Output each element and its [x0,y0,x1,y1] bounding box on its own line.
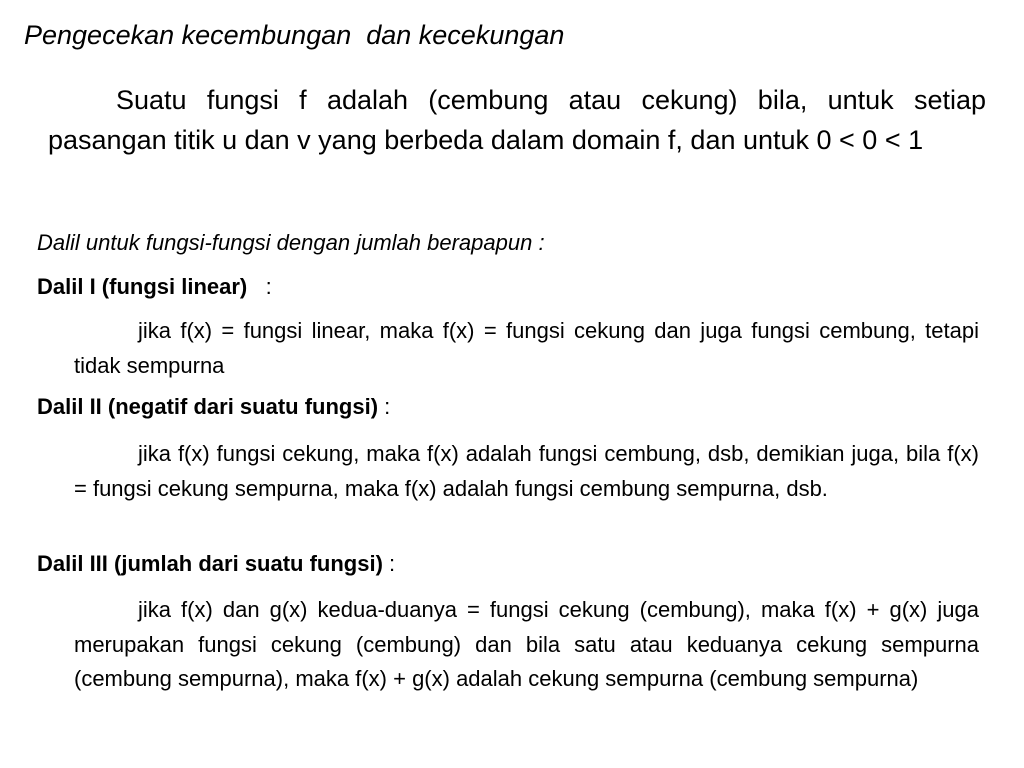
theorem-3-body: jika f(x) dan g(x) kedua-duanya = fungsi cekung (cembung), maka f(x) + g(x) juga merupakan fungsi cekung (cembung) dan bila satu atau keduanya cekung sempurna (cembung sempurna), maka f(x) + g(x) adalah cekung sempurna (cembung sempurna) [74,597,979,691]
theorem-3-heading [37,551,395,577]
intro-paragraph: Suatu fungsi f adalah (cembung atau cekung) bila, untuk setiap pasangan titik u dan v yang berbeda dalam domain f, dan untuk 0 < 0 < 1 [48,85,986,155]
theorem-1-colon: : [247,274,272,299]
theorem-1-heading [37,274,272,300]
slide-title: Pengecekan kecembungan dan kecekungan [24,20,565,50]
theorem-1-name: Dalil I (fungsi linear) [37,274,248,299]
theorem-3-name: Dalil III (jumlah dari suatu fungsi) [37,551,383,576]
theorem-1-body: jika f(x) = fungsi linear, maka f(x) = fungsi cekung dan juga fungsi cembung, tetapi tidak sempurna [74,318,979,378]
theorem-2-heading [37,394,390,420]
theorems-subtitle: Dalil untuk fungsi-fungsi dengan jumlah berapapun : [37,230,545,255]
theorem-2-colon: : [378,394,391,419]
theorem-2-name: Dalil II (negatif dari suatu fungsi) [37,394,379,419]
theorem-2-body: jika f(x) fungsi cekung, maka f(x) adalah fungsi cembung, dsb, demikian juga, bila f(x) = fungsi cekung sempurna, maka f(x) adalah fungsi cembung sempurna, dsb. [74,441,979,501]
theorem-3-colon: : [382,551,396,576]
